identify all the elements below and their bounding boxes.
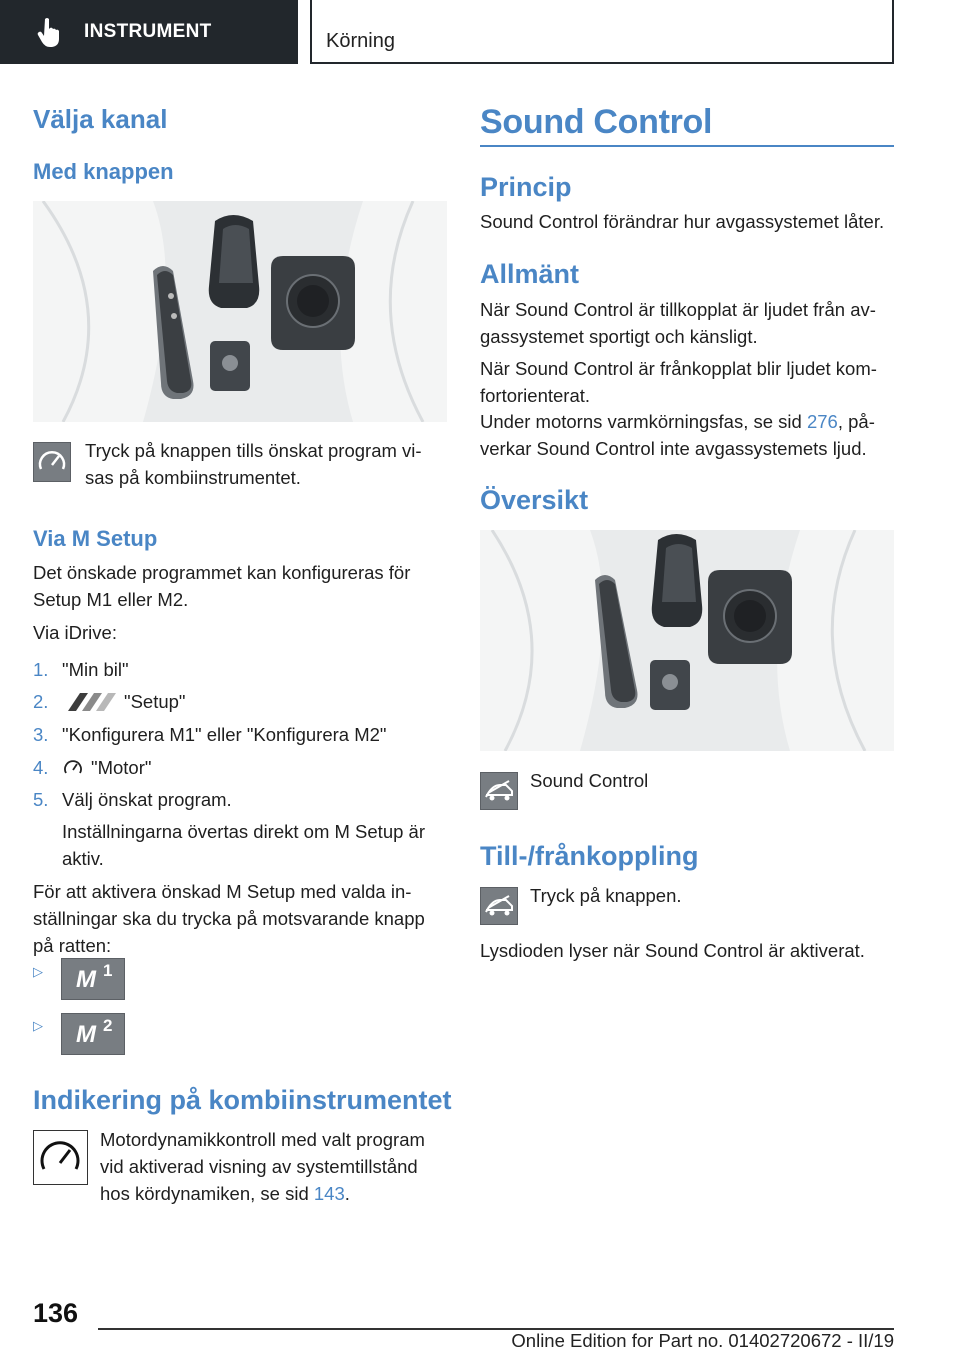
indikering-text: Motordynamikkontroll med valt program vid aktiverad visning av systemtillstånd hos kördynamiken, se sid 143. xyxy=(100,1129,425,1204)
step-text: "Min bil" xyxy=(62,659,129,680)
config-paragraph: Det önskade programmet kan konfigureras för Setup M1 eller M2. xyxy=(33,562,411,610)
m-stripes-icon xyxy=(62,692,117,712)
princip-paragraph: Sound Control förändrar hur avgassystemet låter. xyxy=(480,211,885,232)
footer-edition: Online Edition for Part no. 01402720672 - II/19 xyxy=(511,1330,894,1351)
lysdioden-paragraph: Lysdioden lyser när Sound Control är aktiverat. xyxy=(480,940,865,961)
sound-control-icon xyxy=(480,772,518,810)
m2-steering-button[interactable]: M 2 xyxy=(61,1013,125,1055)
step-number: 5. xyxy=(33,789,49,810)
speedometer-icon xyxy=(33,442,71,482)
step-number: 4. xyxy=(33,757,49,778)
heading-allmant: Allmänt xyxy=(480,259,580,289)
gauge-small-icon xyxy=(62,756,84,778)
sound-control-button-icon[interactable] xyxy=(480,887,518,925)
heading-valja-kanal: Välja kanal xyxy=(33,104,168,134)
allmant-paragraph-3: Under motorns varmkörningsfas, se sid 276, på-verkar Sound Control inte avgassystemets ljud. xyxy=(480,411,875,459)
step-number: 1. xyxy=(33,659,49,680)
heading-sound-control: Sound Control xyxy=(480,103,713,141)
step-text: "Konfigurera M1" eller "Konfigurera M2" xyxy=(62,724,387,745)
activate-paragraph: För att aktivera önskad M Setup med valda in-ställningar ska du trycka på motsvarande knapp på ratten: xyxy=(33,881,425,956)
chapter-header xyxy=(310,0,894,64)
page-link-143[interactable]: 143 xyxy=(313,1183,345,1204)
via-idrive-label: Via iDrive: xyxy=(33,622,117,643)
page-link-276[interactable]: 276 xyxy=(806,411,838,432)
step-text: Välj önskat program. xyxy=(62,789,232,810)
step5-subtext: Inställningarna övertas direkt om M Setup är aktiv. xyxy=(62,821,425,869)
page-number: 136 xyxy=(33,1298,79,1328)
section-tab[interactable] xyxy=(0,0,298,64)
allmant-paragraph-2: När Sound Control är frånkopplat blir ljudet kom-fortorienterat. xyxy=(480,358,877,406)
pointing-hand-icon xyxy=(36,17,64,47)
bullet-triangle-icon: ▷ xyxy=(33,964,43,979)
step-number: 2. xyxy=(33,691,49,712)
tip-text: Tryck på knappen tills önskat program vi-sas på kombiinstrumentet. xyxy=(85,440,422,488)
tryck-paragraph: Tryck på knappen. xyxy=(530,885,682,906)
m1-steering-button[interactable]: M 1 xyxy=(61,958,125,1000)
center-console-overview-photo xyxy=(480,530,894,751)
step-text: "Motor" xyxy=(91,757,152,778)
step-number: 3. xyxy=(33,724,49,745)
chapter-label: Körning xyxy=(326,30,395,52)
heading-oversikt: Översikt xyxy=(480,485,589,515)
bullet-triangle-icon: ▷ xyxy=(33,1018,43,1033)
heading-indikering: Indikering på kombiinstrumentet xyxy=(33,1085,452,1115)
step-text: "Setup" xyxy=(124,691,186,712)
speedometer-large-icon xyxy=(33,1130,88,1185)
allmant-paragraph-1: När Sound Control är tillkopplat är ljudet från av-gassystemet sportigt och känsligt. xyxy=(480,299,876,347)
heading-princip: Princip xyxy=(480,172,572,202)
sound-control-label: Sound Control xyxy=(530,770,649,791)
center-console-photo xyxy=(33,201,447,422)
heading-med-knappen: Med knappen xyxy=(33,159,174,184)
heading-till-fran: Till-/frånkoppling xyxy=(480,841,699,871)
heading-rule xyxy=(480,145,894,147)
heading-via-m-setup: Via M Setup xyxy=(33,526,158,551)
section-label: INSTRUMENT xyxy=(84,21,212,42)
